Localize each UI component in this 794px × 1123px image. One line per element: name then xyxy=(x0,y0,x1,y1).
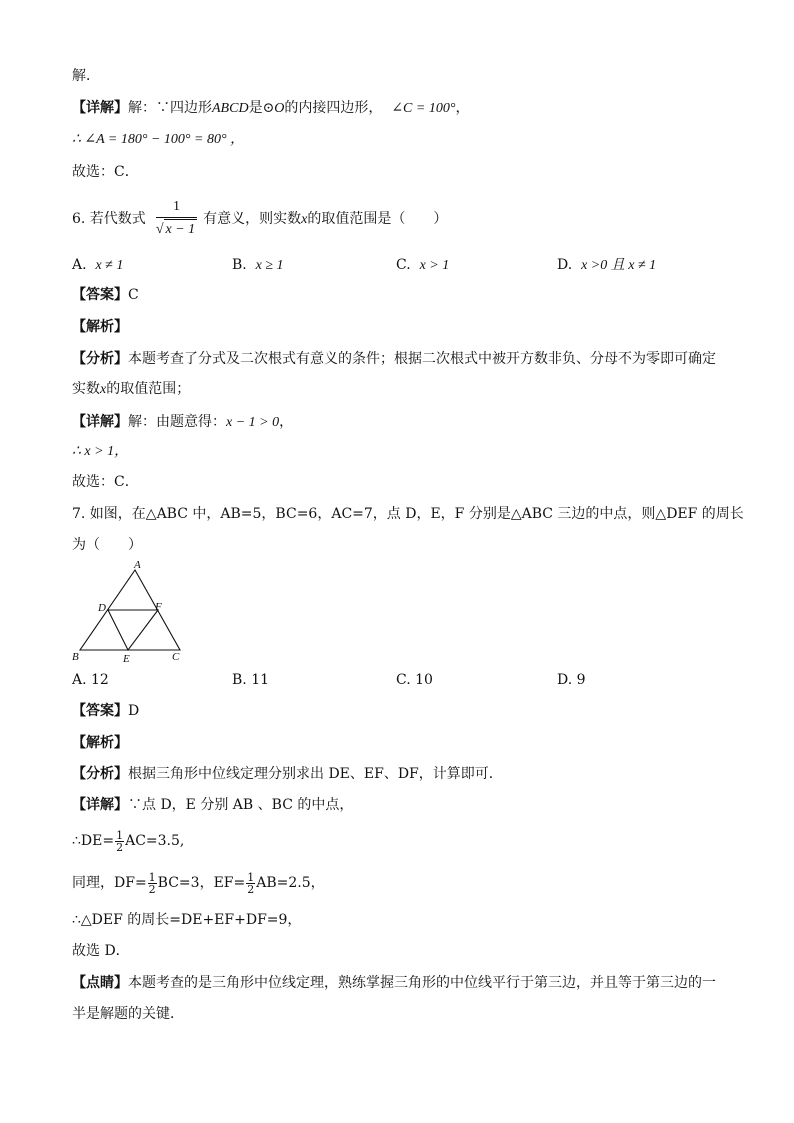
q7-question-line2: 为（ ） xyxy=(72,537,142,553)
q6-choose-line: 故选：C． xyxy=(72,474,139,490)
label-e: E xyxy=(123,653,130,665)
q6-fenxi-line xyxy=(72,349,716,369)
label-a: A xyxy=(134,559,141,571)
q6-question xyxy=(72,198,447,240)
option-d: D. x >0 且 x ≠ 1 xyxy=(557,257,657,273)
q7-same-line: 同理，DF= $\frac{1}{2}$ BC=3，EF= $\frac{1}{2}$ AB=2.5， xyxy=(72,870,325,896)
text: ， xyxy=(455,100,470,116)
q7-de-line: ∴DE= $\frac{1}{2}$ AC=3.5, xyxy=(72,828,185,854)
option-c: C. x > 1 xyxy=(396,257,450,273)
answer-value: C xyxy=(128,287,139,303)
half-fraction: $\frac{1}{2}$ xyxy=(148,870,156,896)
q7-perimeter-line: ∴△DEF 的周长=DE+EF+DF=9， xyxy=(72,912,302,928)
option-a: A. 12 xyxy=(72,672,109,688)
text: 解：∵四边形 xyxy=(128,100,212,116)
math-circle: ⊙O xyxy=(262,101,285,116)
triangle-figure xyxy=(64,558,194,668)
fenxi-tag: 【分析】 xyxy=(72,766,128,782)
option-b: B. 11 xyxy=(232,672,270,688)
half-fraction: $\frac{1}{2}$ xyxy=(247,870,255,896)
fraction-denominator: √ x − 1 xyxy=(156,218,197,240)
q6-detail-line: 【详解】解：由题意得：x − 1 > 0， xyxy=(72,414,294,430)
detail-tag: 【详解】 xyxy=(72,414,128,430)
question-text: 6. 若代数式 xyxy=(72,211,146,227)
option-b: B. x ≥ 1 xyxy=(232,257,284,273)
math-abcd: ABCD xyxy=(212,101,249,116)
q6-detail-line2: ∴ x > 1， xyxy=(72,444,129,459)
question-text: 的取值范围是（ ） xyxy=(307,211,448,227)
q7-dianjing-line2: 半是解题的关键． xyxy=(72,1006,184,1022)
label-d: D xyxy=(98,602,106,614)
option-c: C. 10 xyxy=(396,672,433,688)
q5-calc-line: ∴ ∠A = 180° − 100° = 80° ， xyxy=(72,132,245,147)
q7-detail-line: 【详解】∵点 D，E 分别 AB 、BC 的中点， xyxy=(72,797,354,813)
q7-fenxi-line: 【分析】根据三角形中位线定理分别求出 DE、EF、DF，计算即可． xyxy=(72,766,503,782)
label-f: F xyxy=(155,601,162,613)
math-var: x xyxy=(301,212,308,227)
q6-fenxi-line2: 实数x的取值范围； xyxy=(72,381,191,397)
q7-question: 7. 如图，在△ABC 中，AB=5，BC=6，AC=7，点 D，E，F 分别是△ABC 三边的中点，则△DEF 的周长 xyxy=(72,506,744,522)
math-angle: ∠C = 100° xyxy=(391,101,456,116)
q5-choose-line: 故选：C． xyxy=(72,164,139,180)
detail-tag: 【详解】 xyxy=(72,100,128,116)
label-b: B xyxy=(72,651,79,663)
fraction-numerator: 1 xyxy=(156,198,197,218)
q5-detail-line xyxy=(72,98,469,119)
option-a: A. x ≠ 1 xyxy=(72,257,124,273)
half-fraction: $\frac{1}{2}$ xyxy=(116,828,124,854)
answer-tag: 【答案】 xyxy=(72,287,128,303)
dianjing-tag: 【点睛】 xyxy=(72,975,128,991)
q7-choose-line: 故选 D． xyxy=(72,943,130,959)
q6-answer xyxy=(72,285,139,305)
label-c: C xyxy=(172,651,180,663)
fraction xyxy=(156,198,197,240)
q7-answer xyxy=(72,701,139,721)
question-text: 有意义，则实数 xyxy=(203,211,302,227)
text: 是 xyxy=(248,100,263,116)
answer-tag: 【答案】 xyxy=(72,703,128,719)
option-d: D. 9 xyxy=(557,672,586,688)
sqrt-radicand: x − 1 xyxy=(164,219,198,240)
q7-dianjing-line: 【点睛】本题考查的是三角形中位线定理，熟练掌握三角形的中位线平行于第三边，并且等于第三边的一 xyxy=(72,975,716,991)
text: 的内接四边形， xyxy=(284,100,383,116)
answer-value: D xyxy=(128,703,140,719)
fenxi-text: 本题考查了分式及二次根式有意义的条件；根据二次根式中被开方数非负、分母不为零即可确定 xyxy=(128,351,716,367)
q6-analysis-tag: 【解析】 xyxy=(72,319,128,335)
fenxi-tag: 【分析】 xyxy=(72,351,128,367)
q7-analysis-tag: 【解析】 xyxy=(72,735,128,751)
detail-tag: 【详解】 xyxy=(72,797,128,813)
text-line: 解． xyxy=(72,68,100,84)
